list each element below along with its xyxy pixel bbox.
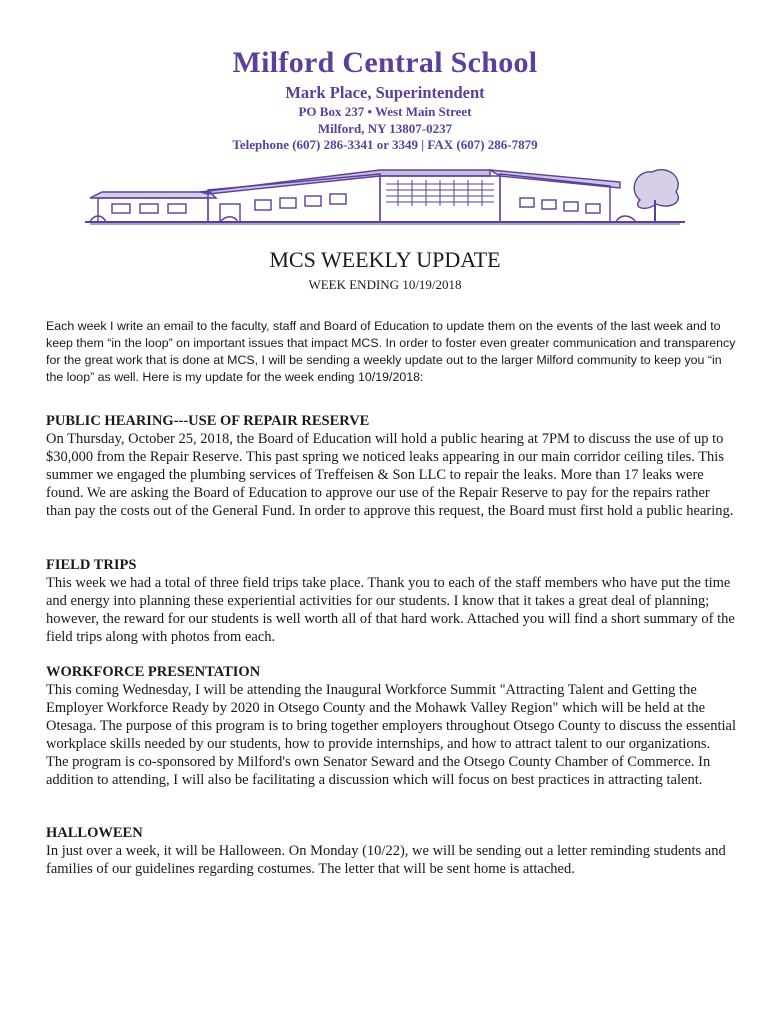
- section-body: On Thursday, October 25, 2018, the Board of Education will hold a public hearing at 7PM to discuss the use of up to $30,000 from the Repair Reserve. This past spring we noticed leaks appearing in our main corridor ceiling tiles. This summer we engaged the plumbing services of Treffeisen & Son LLC to repair the leaks. More than 17 leaks were found. We are asking the Board of Education to approve our use of the Repair Reserve to pay for the repairs rather than pay the costs out of the General Fund. In order to approve this request, the Board must first hold a public hearing.: [46, 431, 734, 519]
- section-body: This week we had a total of three field trips take place. Thank you to each of the staff members who have put the time and energy into planning these experiential activities for our students. I know that it takes a great deal of planning; however, the reward for our students is well worth all of that hard work. Attached you will find a short summary of the field trips along with photos from each.: [46, 575, 735, 645]
- section-body: This coming Wednesday, I will be attending the Inaugural Workforce Summit "Attracting Talent and Getting the Employer Workforce Ready by 2020 in Otsego County and the Mohawk Valley Region" which will be held at the Otesaga. The purpose of this program is to bring together employers throughout Otsego County to discuss the essential workplace skills needed by our students, how to provide internships, and how to attract talent to our organizations. The program is co-sponsored by Milford's own Senator Seward and the Otsego County Chamber of Commerce. In addition to attending, I will also be facilitating a discussion which will focus on best practices in attracting talent.: [46, 682, 736, 788]
- update-title: MCS WEEKLY UPDATE: [269, 247, 501, 272]
- superintendent-name: Mark Place, Superintendent: [285, 83, 485, 102]
- section-heading: WORKFORCE PRESENTATION: [46, 664, 261, 680]
- intro-paragraph: Each week I write an email to the faculty, staff and Board of Education to update them on the events of the last week and to keep them “in the loop” on important issues that impact MCS. In order to foster even greater communication and transparency for the great work that is done at MCS, I will be sending a weekly update out to the larger Milford community to keep you “in the loop” as well. Here is my update for the week ending 10/19/2018:: [46, 319, 736, 384]
- section-public-hearing: [46, 412, 736, 520]
- section-heading: FIELD TRIPS: [46, 557, 137, 573]
- address-line-street: PO Box 237 • West Main Street: [298, 104, 472, 119]
- address-line-phone: Telephone (607) 286-3341 or 3349 | FAX (607) 286-7879: [232, 137, 538, 152]
- section-halloween: [46, 824, 736, 878]
- section-heading: HALLOWEEN: [46, 825, 143, 841]
- school-name: Milford Central School: [232, 46, 538, 79]
- section-heading: PUBLIC HEARING---USE OF REPAIR RESERVE: [46, 413, 370, 429]
- section-field-trips: [46, 556, 736, 646]
- section-body: In just over a week, it will be Halloween. On Monday (10/22), we will be sending out a letter reminding students and families of our guidelines regarding costumes. The letter that will be sent home is attached.: [46, 843, 726, 877]
- address-line-city: Milford, NY 13807-0237: [317, 121, 453, 136]
- week-ending-date: WEEK ENDING 10/19/2018: [308, 277, 462, 292]
- school-building-drawing: [80, 160, 690, 228]
- section-workforce-presentation: [46, 663, 736, 789]
